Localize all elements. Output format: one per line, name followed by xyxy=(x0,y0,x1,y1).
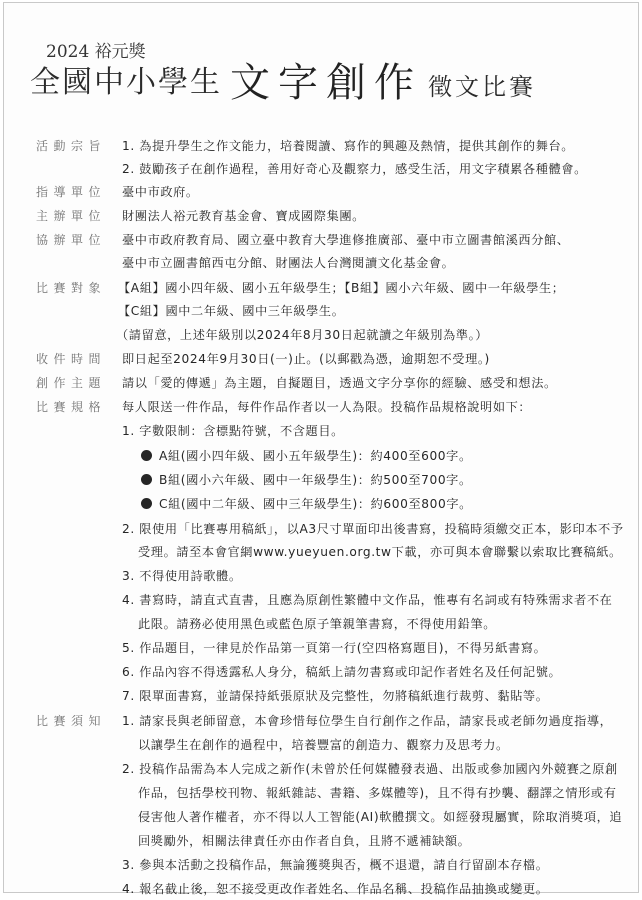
section-specs-row xyxy=(4,613,638,635)
section-text: 受理。請至本會官網www.yueyuen.org.tw下載，亦可與本會聯繫以索取比賽稿紙。 xyxy=(138,545,622,559)
section-notice-row xyxy=(4,758,638,780)
section-text xyxy=(141,445,472,467)
section-theme-row xyxy=(4,372,638,394)
section-text: 臺中市政府。 xyxy=(122,185,199,199)
section-eligibility-row xyxy=(4,300,638,322)
section-eligibility-row xyxy=(4,324,638,346)
section-coorganizer-row xyxy=(4,252,638,274)
section-text: 作品，包括學校刊物、報紙雜誌、書籍、多媒體等)，且不得有抄襲、翻譯之情形或有 xyxy=(138,786,617,800)
title-part2: 文字創作 xyxy=(230,60,422,106)
section-specs-row xyxy=(4,469,638,491)
section-text: 1. 請家長與老師留意，本會珍惜每位學生自行創作之作品，請家長或老師勿過度指導， xyxy=(122,714,613,728)
section-text: 即日起至2024年9月30日(一)止。(以郵戳為憑，逾期恕不受理。) xyxy=(122,352,490,366)
bullet-icon xyxy=(141,450,152,461)
section-specs-row xyxy=(4,685,638,707)
section-text: 1. 字數限制：含標點符號，不含題目。 xyxy=(122,424,344,438)
contest-announcement-page xyxy=(3,2,639,896)
section-specs-row xyxy=(4,396,638,418)
section-label: 比賽對象 xyxy=(36,281,107,295)
section-specs-row xyxy=(4,445,638,467)
section-deadline-row xyxy=(4,348,638,370)
section-text xyxy=(141,469,472,491)
section-specs-row xyxy=(4,541,638,563)
section-text: 1. 為提升學生之作文能力，培養閱讀、寫作的興趣及熱情，提供其創作的舞台。 xyxy=(122,139,575,153)
bullet-text: A組(國小四年級、國小五年級學生)：約400至600字。 xyxy=(159,449,472,463)
bullet-text: B組(國小六年級、國中一年級學生)：約500至700字。 xyxy=(159,473,472,487)
section-specs-row xyxy=(4,420,638,442)
section-text xyxy=(141,493,472,515)
section-label: 主辦單位 xyxy=(36,209,107,223)
section-label: 比賽規格 xyxy=(36,400,107,414)
section-specs-row xyxy=(4,637,638,659)
section-specs-row xyxy=(4,589,638,611)
bullet-icon xyxy=(141,498,152,509)
section-coorganizer-row xyxy=(4,229,638,251)
section-label: 指導單位 xyxy=(36,185,107,199)
section-purpose-row xyxy=(4,135,638,157)
section-text: 2. 投稿作品需為本人完成之新作(未曾於任何媒體發表過、出版或參加國內外競賽之原創 xyxy=(122,762,618,776)
section-text: 侵害他人著作權者，亦不得以人工智能(AI)軟體撰文。如經發現屬實，除取消獎項，追 xyxy=(138,810,623,824)
year-label: 2024 裕元獎 xyxy=(46,42,146,62)
section-specs-row xyxy=(4,518,638,540)
page-title xyxy=(30,59,536,107)
section-text: 4. 報名截止後，恕不接受更改作者姓名、作品名稱、投稿作品抽換或變更。 xyxy=(122,882,549,896)
section-specs-row xyxy=(4,565,638,587)
section-text: 7. 限單面書寫，並請保持紙張原狀及完整性，勿將稿紙進行裁剪、黏貼等。 xyxy=(122,689,549,703)
section-text: 6. 作品內容不得透露私人身分，稿紙上請勿書寫或印記作者姓名及任何記號。 xyxy=(122,665,562,679)
section-text: 5. 作品題目，一律見於作品第一頁第一行(空四格寫題目)，不得另紙書寫。 xyxy=(122,641,547,655)
section-text: 3. 不得使用詩歌體。 xyxy=(122,569,242,583)
section-label: 活動宗旨 xyxy=(36,139,107,153)
section-text: 4. 書寫時，請直式直書，且應為原創性繁體中文作品，惟專有名詞或有特殊需求者不在 xyxy=(122,593,613,607)
section-text: （請留意，上述年級別以2024年8月30日起就讀之年級別為準。） xyxy=(116,328,489,342)
title-part1: 全國中小學生 xyxy=(30,65,222,100)
section-notice-row xyxy=(4,806,638,828)
section-organizer-row xyxy=(4,205,638,227)
section-eligibility-row xyxy=(4,277,638,299)
section-text: 3. 參與本活動之投稿作品，無論獲獎與否，概不退還，請自行留副本存檔。 xyxy=(122,858,549,872)
section-text: 2. 鼓勵孩子在創作過程，善用好奇心及觀察力，感受生活，用文字積累各種體會。 xyxy=(122,162,587,176)
section-label: 收件時間 xyxy=(36,352,107,366)
section-notice-row xyxy=(4,710,638,732)
section-specs-row xyxy=(4,661,638,683)
section-purpose-row xyxy=(4,158,638,180)
section-guidance-row xyxy=(4,181,638,203)
section-notice-row xyxy=(4,782,638,804)
section-text: 財團法人裕元教育基金會、寶成國際集團。 xyxy=(122,209,365,223)
section-text: 回獎勵外，相關法律責任亦由作者自負，且將不遞補缺額。 xyxy=(138,834,471,848)
bullet-icon xyxy=(141,474,152,485)
section-text: 以讓學生在創作的過程中，培養豐富的創造力、觀察力及思考力。 xyxy=(138,738,509,752)
section-text: 臺中市政府教育局、國立臺中教育大學進修推廣部、臺中市立圖書館溪西分館、 xyxy=(122,233,570,247)
section-specs-row xyxy=(4,493,638,515)
section-label: 創作主題 xyxy=(36,376,107,390)
section-notice-row xyxy=(4,854,638,876)
section-notice-row xyxy=(4,734,638,756)
section-text: 此限。請務必使用黑色或藍色原子筆親筆書寫，不得使用鉛筆。 xyxy=(138,617,497,631)
section-label: 比賽須知 xyxy=(36,714,107,728)
title-part3: 徵文比賽 xyxy=(428,73,536,101)
section-text: 臺中市立圖書館西屯分館、財團法人台灣閱讀文化基金會。 xyxy=(122,256,455,270)
section-text: 【A組】國小四年級、國小五年級學生；【B組】國小六年級、國中一年級學生； xyxy=(118,281,565,295)
section-label: 協辦單位 xyxy=(36,233,107,247)
section-text: 請以「愛的傳遞」為主題，自擬題目，透過文字分享你的經驗、感受和想法。 xyxy=(122,376,557,390)
section-notice-row xyxy=(4,830,638,852)
section-text: 2. 限使用「比賽專用稿紙」，以A3尺寸單面印出後書寫，投稿時須繳交正本，影印本不予 xyxy=(122,522,624,536)
bullet-text: C組(國中二年級、國中三年級學生)：約600至800字。 xyxy=(159,497,472,511)
section-text: 【C組】國中二年級、國中三年級學生。 xyxy=(118,304,345,318)
section-text: 每人限送一件作品，每件作品作者以一人為限。投稿作品規格說明如下： xyxy=(122,400,532,414)
